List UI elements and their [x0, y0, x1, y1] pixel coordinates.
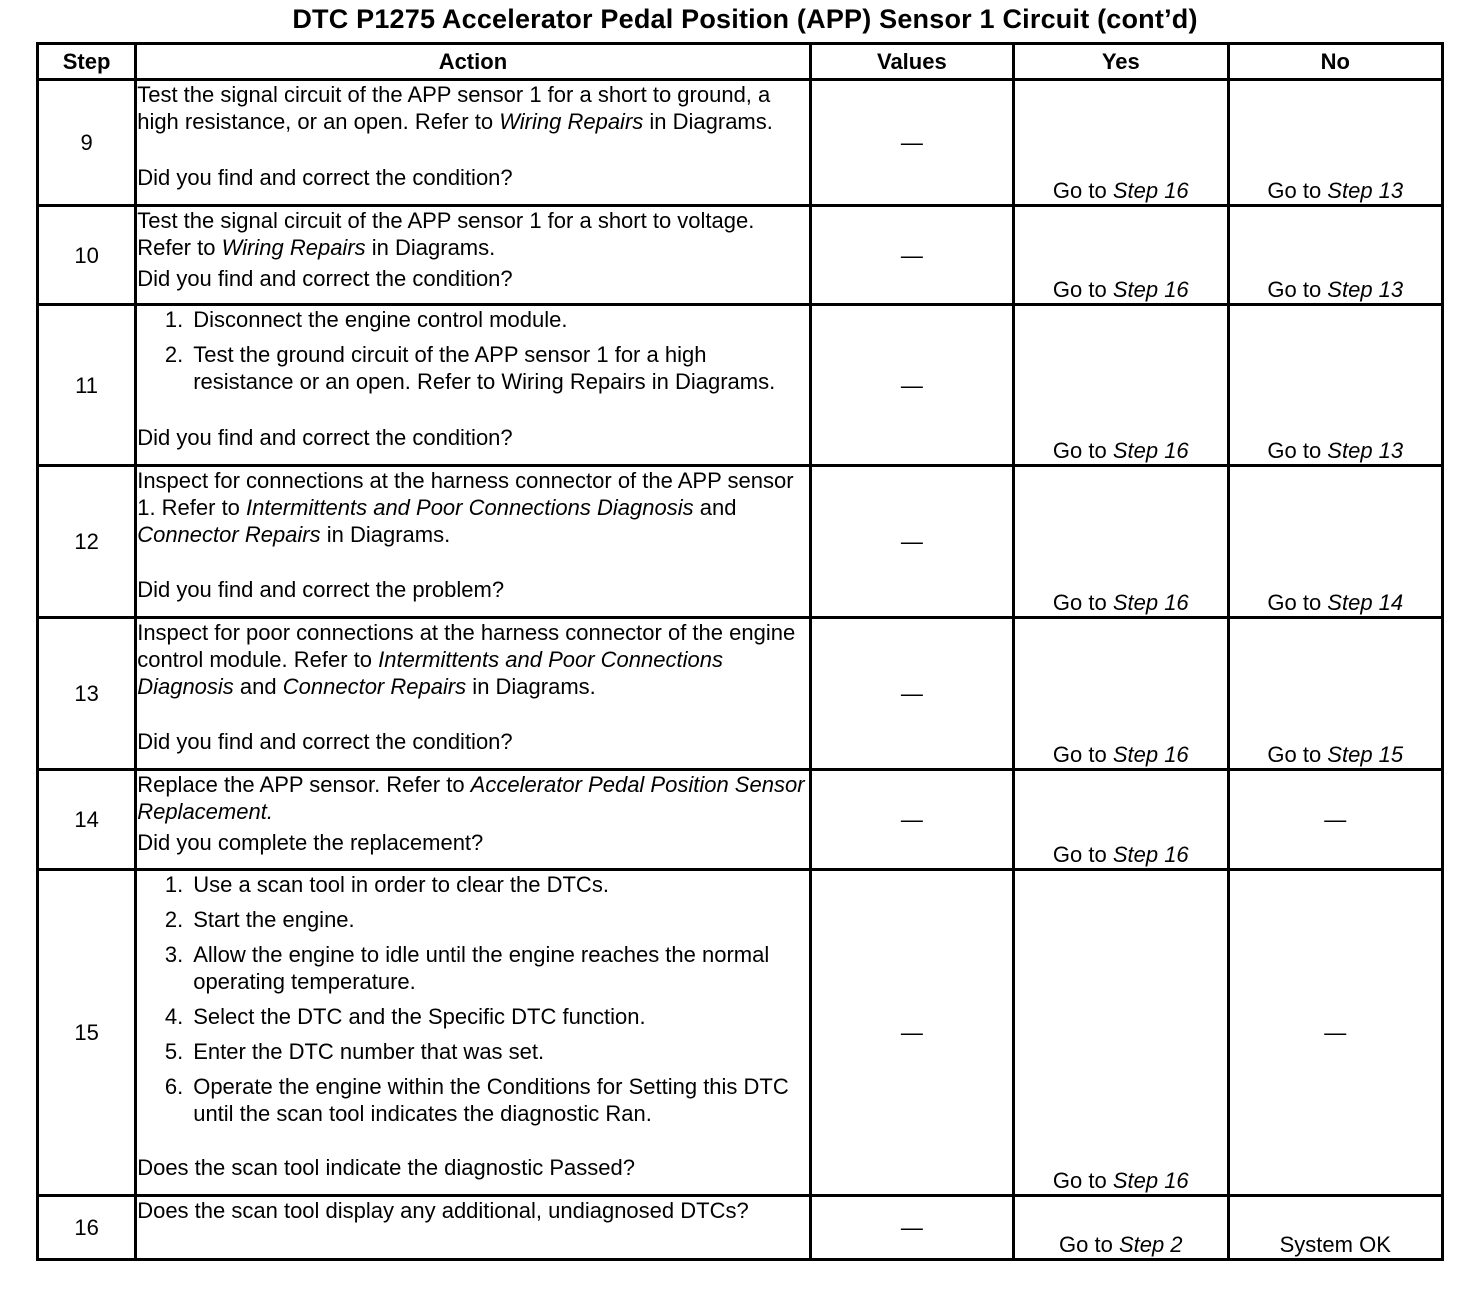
no-goto-step: Step 14	[1327, 590, 1404, 615]
no-goto-prefix: Go to	[1267, 590, 1328, 615]
step-cell: 16	[38, 1196, 136, 1260]
yes-goto-prefix: Go to	[1052, 438, 1113, 463]
action-cell	[136, 1196, 810, 1260]
no-goto-step: Step 13	[1327, 277, 1404, 302]
list-item	[137, 871, 808, 898]
action-text	[137, 207, 808, 261]
action-text	[137, 467, 808, 548]
yes-goto-prefix: Go to	[1052, 277, 1113, 302]
no-cell	[1228, 1196, 1442, 1260]
yes-goto-step: Step 16	[1112, 178, 1189, 203]
header-yes: Yes	[1014, 44, 1228, 80]
action-text-part: and	[693, 495, 737, 520]
action-question: Did you find and correct the problem?	[137, 577, 505, 602]
action-steps-list	[137, 871, 808, 1127]
action-text-part: Does the scan tool display any additional, undiagnosed DTCs?	[137, 1198, 749, 1223]
no-cell	[1228, 870, 1442, 1196]
action-question: Did you find and correct the condition?	[137, 729, 513, 754]
action-text-part: in Diagrams.	[320, 522, 451, 547]
header-no: No	[1228, 44, 1442, 80]
table-row	[38, 466, 1443, 618]
action-text	[137, 771, 808, 825]
list-item-text: Start the engine.	[193, 907, 355, 932]
yes-goto-step: Step 16	[1112, 742, 1189, 767]
no-goto-prefix: Go to	[1267, 438, 1328, 463]
step-cell: 11	[38, 305, 136, 466]
table-row	[38, 305, 1443, 466]
values-cell: —	[810, 1196, 1013, 1260]
no-cell	[1228, 80, 1442, 206]
action-text-part: in Diagrams.	[365, 235, 496, 260]
table-row	[38, 206, 1443, 305]
list-item-number: 1.	[164, 307, 184, 332]
yes-goto-prefix: Go to	[1052, 742, 1113, 767]
yes-goto-step: Step 16	[1112, 277, 1189, 302]
list-item-number: 4.	[164, 1004, 184, 1029]
list-item	[137, 941, 808, 995]
list-item-text: Allow the engine to idle until the engine reaches the normal operating temperature.	[193, 942, 770, 994]
diagnostic-table	[36, 42, 1444, 1261]
table-row	[38, 80, 1443, 206]
action-text	[137, 81, 808, 135]
yes-cell	[1014, 80, 1228, 206]
action-cell	[136, 206, 810, 305]
action-cell	[136, 618, 810, 770]
table-body	[38, 80, 1443, 1260]
page-title: DTC P1275 Accelerator Pedal Position (APP) Sensor 1 Circuit (cont’d)	[292, 4, 1198, 34]
values-cell: —	[810, 770, 1013, 870]
yes-cell	[1014, 770, 1228, 870]
no-result: —	[1324, 1020, 1347, 1045]
yes-goto-step: Step 16	[1112, 590, 1189, 615]
action-reference: Connector Repairs	[282, 674, 467, 699]
no-cell	[1228, 770, 1442, 870]
action-cell	[136, 870, 810, 1196]
action-steps-list	[137, 306, 808, 395]
list-item-text: Disconnect the engine control module.	[193, 307, 568, 332]
list-item-number: 3.	[164, 942, 184, 967]
action-text-part: Inspect for connections at the harness connector of the APP sensor 1. Refer to	[137, 468, 794, 520]
yes-goto-step: Step 16	[1112, 438, 1189, 463]
action-cell	[136, 80, 810, 206]
list-item	[137, 1003, 808, 1030]
action-text	[137, 871, 808, 1135]
header-row	[38, 44, 1443, 80]
yes-goto-prefix: Go to	[1052, 1168, 1113, 1193]
yes-cell	[1014, 870, 1228, 1196]
list-item-number: 6.	[164, 1074, 184, 1099]
list-item-text: Test the ground circuit of the APP sensor 1 for a high resistance or an open. Refer to Wiring Repairs in Diagrams.	[193, 342, 776, 394]
action-reference: Accelerator Pedal Position Sensor Replacement.	[137, 772, 805, 824]
action-cell	[136, 466, 810, 618]
action-question: Did you find and correct the condition?	[137, 266, 513, 291]
action-text	[137, 1197, 808, 1224]
header-step: Step	[38, 44, 136, 80]
table-row	[38, 1196, 1443, 1260]
action-text-part: and	[233, 674, 283, 699]
table-row	[38, 770, 1443, 870]
step-cell: 9	[38, 80, 136, 206]
action-cell	[136, 305, 810, 466]
step-cell: 13	[38, 618, 136, 770]
step-cell: 12	[38, 466, 136, 618]
values-cell: —	[810, 466, 1013, 618]
yes-goto-step: Step 2	[1118, 1232, 1183, 1257]
yes-cell	[1014, 466, 1228, 618]
list-item-number: 2.	[164, 342, 184, 367]
list-item	[137, 906, 808, 933]
yes-cell	[1014, 618, 1228, 770]
no-goto-prefix: Go to	[1267, 742, 1328, 767]
action-text	[137, 306, 808, 403]
action-reference: Wiring Repairs	[221, 235, 366, 260]
list-item-text: Enter the DTC number that was set.	[193, 1039, 545, 1064]
no-goto-step: Step 13	[1327, 178, 1404, 203]
list-item	[137, 1038, 808, 1065]
no-cell	[1228, 618, 1442, 770]
no-result: System OK	[1279, 1232, 1391, 1257]
no-result: —	[1324, 807, 1347, 832]
action-question: Did you complete the replacement?	[137, 830, 484, 855]
no-cell	[1228, 305, 1442, 466]
values-cell: —	[810, 206, 1013, 305]
action-text-part: in Diagrams.	[466, 674, 596, 699]
header-values: Values	[810, 44, 1013, 80]
list-item-text: Operate the engine within the Conditions for Setting this DTC until the scan tool indicates the diagnostic Ran.	[193, 1074, 789, 1126]
action-question: Does the scan tool indicate the diagnostic Passed?	[137, 1155, 635, 1180]
action-question: Did you find and correct the condition?	[137, 165, 513, 190]
yes-goto-prefix: Go to	[1059, 1232, 1119, 1257]
yes-goto-prefix: Go to	[1052, 842, 1113, 867]
no-goto-prefix: Go to	[1267, 277, 1328, 302]
action-reference: Intermittents and Poor Connections Diagnosis	[246, 495, 694, 520]
list-item-number: 5.	[164, 1039, 184, 1064]
yes-goto-prefix: Go to	[1052, 590, 1113, 615]
no-goto-step: Step 15	[1327, 742, 1404, 767]
yes-cell	[1014, 305, 1228, 466]
values-cell: —	[810, 870, 1013, 1196]
yes-goto-step: Step 16	[1112, 1168, 1189, 1193]
action-question: Did you find and correct the condition?	[137, 425, 513, 450]
action-text-part: in Diagrams.	[643, 109, 773, 134]
no-goto-step: Step 13	[1327, 438, 1404, 463]
list-item	[137, 341, 808, 395]
list-item-number: 1.	[164, 872, 184, 897]
yes-cell	[1014, 1196, 1228, 1260]
list-item	[137, 1073, 808, 1127]
list-item-text: Use a scan tool in order to clear the DTCs.	[193, 872, 609, 897]
values-cell: —	[810, 305, 1013, 466]
list-item-text: Select the DTC and the Specific DTC function.	[193, 1004, 646, 1029]
action-text-part: Test the signal circuit of the APP sensor 1 for a short to voltage. Refer to	[137, 208, 755, 260]
action-reference: Intermittents and Poor Connections Diagnosis	[137, 647, 723, 699]
table-row	[38, 618, 1443, 770]
action-text	[137, 619, 808, 700]
step-cell: 14	[38, 770, 136, 870]
yes-goto-prefix: Go to	[1052, 178, 1113, 203]
action-text-part: Inspect for poor connections at the harness connector of the engine control module. Refer to	[137, 620, 796, 672]
table-row	[38, 870, 1443, 1196]
no-cell	[1228, 206, 1442, 305]
no-cell	[1228, 466, 1442, 618]
step-cell: 15	[38, 870, 136, 1196]
list-item-number: 2.	[164, 907, 184, 932]
no-goto-prefix: Go to	[1267, 178, 1328, 203]
yes-cell	[1014, 206, 1228, 305]
header-action: Action	[136, 44, 810, 80]
yes-goto-step: Step 16	[1112, 842, 1189, 867]
action-text-part: Test the signal circuit of the APP sensor 1 for a short to ground, a high resistance, or an open. Refer to	[137, 82, 771, 134]
action-text-part: Replace the APP sensor. Refer to	[137, 772, 471, 797]
action-cell	[136, 770, 810, 870]
values-cell: —	[810, 80, 1013, 206]
step-cell: 10	[38, 206, 136, 305]
action-reference: Wiring Repairs	[499, 109, 644, 134]
list-item	[137, 306, 808, 333]
values-cell: —	[810, 618, 1013, 770]
action-reference: Connector Repairs	[137, 522, 321, 547]
